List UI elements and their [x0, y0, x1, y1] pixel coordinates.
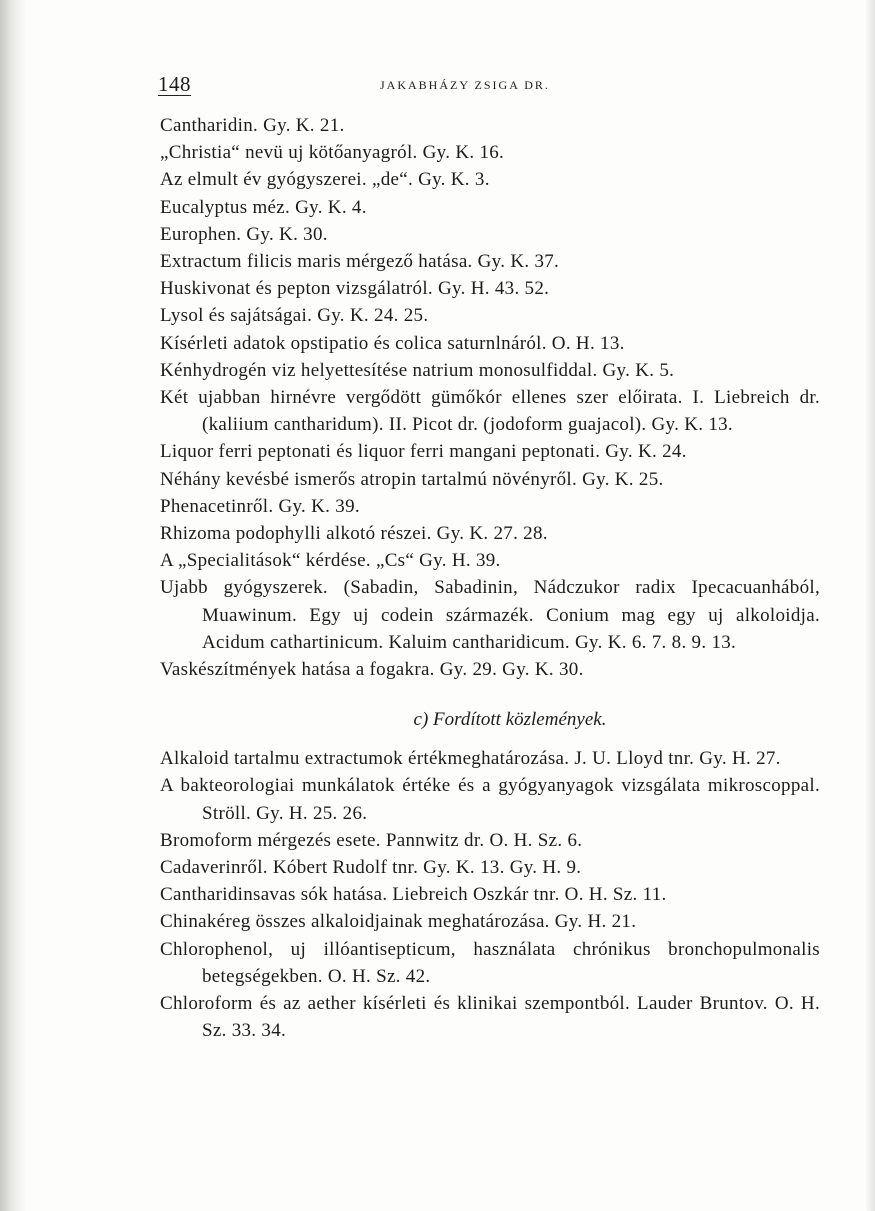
index-entry: Két ujabban hirnévre vergődött gümőkór ellenes szer előirata. I. Liebreich dr. (kaliium cantharidum). II. Picot dr. (jodoform guajacol). Gy. K. 13. [160, 387, 820, 436]
section-heading: c) Fordított közlemények. [413, 709, 607, 731]
page-number: 148 [158, 72, 191, 96]
index-entry: Vaskészítmények hatása a fogakra. Gy. 29. Gy. K. 30. [160, 659, 584, 681]
index-entry: Cantharidinsavas sók hatása. Liebreich Oszkár tnr. O. H. Sz. 11. [160, 884, 667, 906]
index-entry: Chlorophenol, uj illóantisepticum, használata chrónikus bronchopulmonalis betegségekben. O. H. Sz. 42. [160, 938, 820, 987]
index-entry: Kísérleti adatok opstipatio és colica saturnlnáról. O. H. 13. [160, 332, 625, 354]
index-entry: Lysol és sajátságai. Gy. K. 24. 25. [160, 305, 429, 327]
index-entry: Phenacetinről. Gy. K. 39. [160, 495, 360, 517]
index-entry: Kénhydrogén viz helyettesítése natrium monosulfiddal. Gy. K. 5. [160, 359, 675, 381]
index-entry: Az elmult év gyógyszerei. „de“. Gy. K. 3. [160, 169, 490, 191]
page-spine-shadow [0, 0, 26, 1211]
running-head: JAKABHÁZY ZSIGA DR. [380, 78, 550, 92]
index-entry: Chloroform és az aether kísérleti és klinikai szempontból. Lauder Bruntov. O. H. Sz. 33. 34. [160, 993, 820, 1042]
index-entry: Chinakéreg összes alkaloidjainak meghatározása. Gy. H. 21. [160, 911, 637, 933]
index-entry: Eucalyptus méz. Gy. K. 4. [160, 196, 367, 218]
index-entry: Cantharidin. Gy. K. 21. [160, 115, 345, 136]
index-entry: „Christia“ nevü uj kötőanyagról. Gy. K. 16. [160, 142, 505, 164]
index-entry: Liquor ferri peptonati és liquor ferri mangani peptonati. Gy. K. 24. [160, 441, 687, 463]
entries-translated-list [160, 745, 820, 1044]
index-entry: A „Specialitások“ kérdése. „Cs“ Gy. H. 39. [160, 550, 501, 572]
entries-original-list [160, 112, 820, 683]
index-entry: Cadaverinről. Kóbert Rudolf tnr. Gy. K. 13. Gy. H. 9. [160, 857, 582, 879]
index-entry: Bromoform mérgezés esete. Pannwitz dr. O. H. Sz. 6. [160, 829, 583, 851]
index-entry: Huskivonat és pepton vizsgálatról. Gy. H. 43. 52. [160, 278, 550, 300]
index-entry: Ujabb gyógyszerek. (Sabadin, Sabadinin, Nádczukor radix Ipecacuanhából, Muawinum. Egy uj codein származék. Conium mag egy uj alkoloidja. Acidum cathartinicum. Kaluim cantharidicum. Gy. K. 6. 7. 8. 9. 13. [160, 577, 820, 653]
page-header [0, 72, 875, 102]
index-entry: Rhizoma podophylli alkotó részei. Gy. K. 27. 28. [160, 523, 548, 545]
page-edge-shadow [865, 0, 875, 1211]
index-entry: Extractum filicis maris mérgező hatása. Gy. K. 37. [160, 251, 560, 273]
index-entry: Néhány kevésbé ismerős atropin tartalmú növényről. Gy. K. 25. [160, 468, 664, 490]
index-entries [160, 112, 820, 1045]
index-entry: Europhen. Gy. K. 30. [160, 223, 328, 245]
index-entry: A bakteorologiai munkálatok értéke és a gyógyanyagok vizsgálata mikroscoppal. Ströll. Gy. H. 25. 26. [160, 775, 820, 824]
index-entry: Alkaloid tartalmu extractumok értékmeghatározása. J. U. Lloyd tnr. Gy. H. 27. [160, 748, 781, 770]
